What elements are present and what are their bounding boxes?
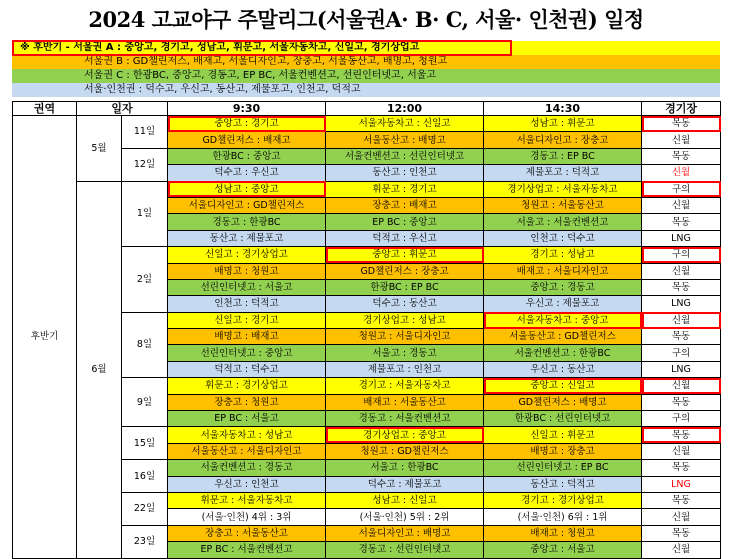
match-cell: 경동고 : 서울컨벤션고 <box>326 411 484 427</box>
day-cell: 23일 <box>122 525 168 558</box>
legend-highlight-box <box>12 40 512 56</box>
match-cell: 한광BC : EP BC <box>326 279 484 295</box>
match-cell: 신일고 : 경기고 <box>168 312 326 328</box>
header-time-1: 9:30 <box>168 102 326 116</box>
match-cell: 서울자동차고 : 신일고 <box>326 116 484 132</box>
venue-cell: 신월 <box>642 312 721 328</box>
match-cell: 서울컨벤션고 : 선린인터넷고 <box>326 148 484 164</box>
match-cell: 장충고 : 청원고 <box>168 394 326 410</box>
match-cell: 제물포고 : 인천고 <box>326 361 484 377</box>
match-cell: 장충고 : 배재고 <box>326 197 484 213</box>
match-cell: GD챌린저스 : 배명고 <box>484 394 642 410</box>
match-cell: 서울자동차고 : 성남고 <box>168 427 326 443</box>
match-cell: 서울고 : 서울컨벤션고 <box>484 214 642 230</box>
match-cell: 배명고 : 배재고 <box>168 329 326 345</box>
table-row <box>13 116 721 132</box>
venue-cell: 목동 <box>642 460 721 476</box>
header-row <box>13 102 721 116</box>
match-cell: 휘문고 : 서울자동차고 <box>168 492 326 508</box>
match-cell: 우신고 : 제물포고 <box>484 296 642 312</box>
match-cell: 덕수고 : 우신고 <box>168 165 326 181</box>
match-cell: 서울동산고 : 배명고 <box>326 132 484 148</box>
match-cell: 경기고 : 성남고 <box>484 247 642 263</box>
legend-seoul-a: ※ 후반기 - 서울권 A : 중앙고, 경기고, 성남고, 휘문고, 서울자동차고, 신일고, 경기상업고 <box>12 41 720 55</box>
match-cell: 청원고 : 서울디자인고 <box>326 329 484 345</box>
venue-cell: LNG <box>642 476 721 492</box>
venue-cell: 목동 <box>642 525 721 541</box>
match-cell: 서울동산고 : GD챌린저스 <box>484 329 642 345</box>
match-cell: 서울디자인고 : GD챌린저스 <box>168 197 326 213</box>
match-cell: 선린인터넷고 : 서울고 <box>168 279 326 295</box>
venue-cell: 신월 <box>642 197 721 213</box>
venue-cell: 목동 <box>642 148 721 164</box>
month-cell: 6월 <box>77 181 122 558</box>
match-cell: 중앙고 : 경기고 <box>168 116 326 132</box>
header-time-3: 14:30 <box>484 102 642 116</box>
day-cell: 2일 <box>122 247 168 313</box>
venue-cell: 신월 <box>642 443 721 459</box>
venue-cell: 신월 <box>642 132 721 148</box>
venue-cell: 목동 <box>642 116 721 132</box>
venue-cell: 목동 <box>642 427 721 443</box>
venue-cell: 목동 <box>642 279 721 295</box>
venue-cell: 신월 <box>642 509 721 525</box>
header-time-2: 12:00 <box>326 102 484 116</box>
match-cell: 동산고 : 인천고 <box>326 165 484 181</box>
match-cell: 배명고 : 청원고 <box>168 263 326 279</box>
match-cell: 중앙고 : 신일고 <box>484 378 642 394</box>
match-cell: 덕적고 : 덕수고 <box>168 361 326 377</box>
venue-cell: LNG <box>642 296 721 312</box>
match-cell: EP BC : 서울컨벤션고 <box>168 542 326 558</box>
legend-seoul-incheon: 서울·인천권 : 덕수고, 우신고, 동산고, 제물포고, 인천고, 덕적고 <box>12 83 720 97</box>
page-title: 2024 고교야구 주말리그(서울권A· B· C, 서울· 인천권) 일정 <box>88 7 644 32</box>
venue-cell: 신월 <box>642 542 721 558</box>
match-cell: EP BC : 중앙고 <box>326 214 484 230</box>
match-cell: 중앙고 : 경동고 <box>484 279 642 295</box>
header-region: 권역 <box>13 102 77 116</box>
match-cell: 휘문고 : 경기고 <box>326 181 484 197</box>
venue-cell: 신월 <box>642 378 721 394</box>
match-cell: 서울컨벤션고 : 한광BC <box>484 345 642 361</box>
legend-seoul-c: 서울권 C : 한광BC, 중앙고, 경동고, EP BC, 서울컨벤션고, 선린인터넷고, 서울고 <box>12 69 720 83</box>
day-cell: 15일 <box>122 427 168 460</box>
match-cell: 서울디자인고 : 배명고 <box>326 525 484 541</box>
match-cell: 경기상업고 : 중앙고 <box>326 427 484 443</box>
match-cell: 경기고 : 경기상업고 <box>484 492 642 508</box>
venue-cell: 구의 <box>642 411 721 427</box>
match-cell: 동산고 : 제물포고 <box>168 230 326 246</box>
match-cell: 경기상업고 : 성남고 <box>326 312 484 328</box>
match-cell: 경동고 : EP BC <box>484 148 642 164</box>
venue-cell: 신월 <box>642 263 721 279</box>
match-cell: 선린인터넷고 : 중앙고 <box>168 345 326 361</box>
match-cell: 중앙고 : 휘문고 <box>326 247 484 263</box>
venue-cell: 목동 <box>642 492 721 508</box>
match-cell: 서울고 : 경동고 <box>326 345 484 361</box>
match-cell: 선린인터넷고 : EP BC <box>484 460 642 476</box>
match-cell: 한광BC : 선린인터넷고 <box>484 411 642 427</box>
match-cell: 청원고 : GD챌린저스 <box>326 443 484 459</box>
match-cell: 신일고 : 휘문고 <box>484 427 642 443</box>
table-row <box>13 181 721 197</box>
match-cell: 장충고 : 서울동산고 <box>168 525 326 541</box>
match-cell: 우신고 : 인천고 <box>168 476 326 492</box>
match-cell: 서울자동차고 : 중앙고 <box>484 312 642 328</box>
match-cell: EP BC : 서울고 <box>168 411 326 427</box>
match-cell: GD챌린저스 : 배재고 <box>168 132 326 148</box>
match-cell: 성남고 : 중앙고 <box>168 181 326 197</box>
day-cell: 16일 <box>122 460 168 493</box>
day-cell: 12일 <box>122 148 168 181</box>
match-cell: (서울·인천) 6위 : 1위 <box>484 509 642 525</box>
match-cell: 배재고 : 청원고 <box>484 525 642 541</box>
venue-cell: 목동 <box>642 214 721 230</box>
match-cell: 한광BC : 중앙고 <box>168 148 326 164</box>
region-cell: 후반기 <box>13 116 77 559</box>
header-date: 일자 <box>77 102 168 116</box>
match-cell: 서울컨벤션고 : 경동고 <box>168 460 326 476</box>
match-cell: 경기상업고 : 서울자동차고 <box>484 181 642 197</box>
match-cell: 덕수고 : 제물포고 <box>326 476 484 492</box>
day-cell: 22일 <box>122 492 168 525</box>
match-cell: GD챌린저스 : 장충고 <box>326 263 484 279</box>
venue-cell: 구의 <box>642 181 721 197</box>
venue-cell: 신월 <box>642 165 721 181</box>
match-cell: 서울디자인고 : 장충고 <box>484 132 642 148</box>
match-cell: 우신고 : 동산고 <box>484 361 642 377</box>
match-cell: 서울동산고 : 서울디자인고 <box>168 443 326 459</box>
match-cell: 성남고 : 휘문고 <box>484 116 642 132</box>
match-cell: 서울고 : 한광BC <box>326 460 484 476</box>
match-cell: 인천고 : 덕수고 <box>484 230 642 246</box>
venue-cell: 구의 <box>642 247 721 263</box>
match-cell: (서울·인천) 5위 : 2위 <box>326 509 484 525</box>
match-cell: 성남고 : 신일고 <box>326 492 484 508</box>
header-venue: 경기장 <box>642 102 721 116</box>
match-cell: 신일고 : 경기상업고 <box>168 247 326 263</box>
match-cell: 휘문고 : 경기상업고 <box>168 378 326 394</box>
match-cell: 덕수고 : 동산고 <box>326 296 484 312</box>
match-cell: 제물포고 : 덕적고 <box>484 165 642 181</box>
match-cell: 경동고 : 선린인터넷고 <box>326 542 484 558</box>
venue-cell: LNG <box>642 230 721 246</box>
day-cell: 1일 <box>122 181 168 247</box>
match-cell: 동산고 : 덕적고 <box>484 476 642 492</box>
match-cell: 배명고 : 장충고 <box>484 443 642 459</box>
match-cell: 경동고 : 한광BC <box>168 214 326 230</box>
match-cell: 경기고 : 서울자동차고 <box>326 378 484 394</box>
match-cell: (서울·인천) 4위 : 3위 <box>168 509 326 525</box>
month-cell: 5월 <box>77 116 122 182</box>
match-cell: 배재고 : 서울디자인고 <box>484 263 642 279</box>
match-cell: 배재고 : 서울동산고 <box>326 394 484 410</box>
match-cell: 청원고 : 서울동산고 <box>484 197 642 213</box>
day-cell: 8일 <box>122 312 168 378</box>
venue-cell: 구의 <box>642 345 721 361</box>
venue-cell: 목동 <box>642 394 721 410</box>
match-cell: 인천고 : 덕적고 <box>168 296 326 312</box>
venue-cell: LNG <box>642 361 721 377</box>
day-cell: 11일 <box>122 116 168 149</box>
legend-seoul-b: 서울권 B : GD챌린저스, 배재고, 서울디자인고, 장충고, 서울동산고, 배명고, 청원고 <box>12 55 720 69</box>
day-cell: 9일 <box>122 378 168 427</box>
schedule-table <box>12 101 721 559</box>
venue-cell: 목동 <box>642 329 721 345</box>
match-cell: 중앙고 : 서울고 <box>484 542 642 558</box>
match-cell: 덕적고 : 우신고 <box>326 230 484 246</box>
